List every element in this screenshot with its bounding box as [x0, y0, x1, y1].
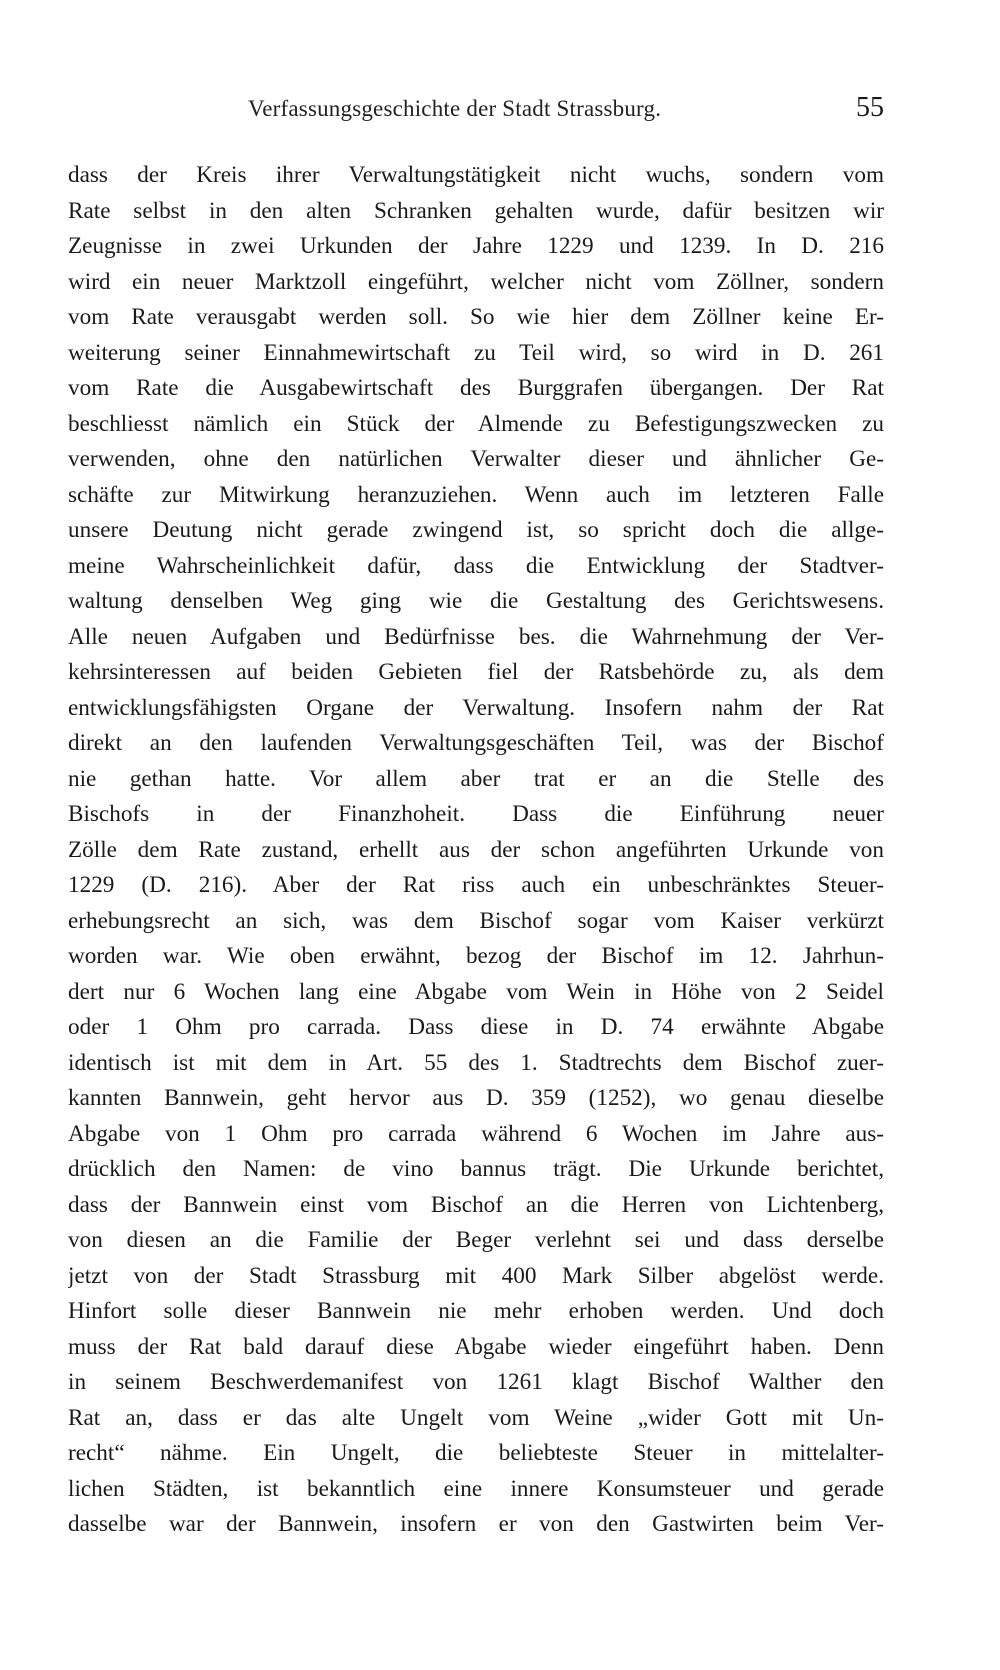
text-line: beschliesst nämlich ein Stück der Almende zu Befestigungszwecken zu: [68, 410, 884, 437]
text-line: vom Rate verausgabt werden soll. So wie hier dem Zöllner keine Er-: [68, 304, 884, 330]
text-line: recht“ nähme. Ein Ungelt, die beliebteste Steuer in mittelalter-: [68, 1440, 884, 1466]
text-line: unsere Deutung nicht gerade zwingend ist, so spricht doch die allge-: [68, 517, 884, 543]
text-line: muss der Rat bald darauf diese Abgabe wieder eingeführt haben. Denn: [68, 1333, 884, 1360]
text-line: 1229 (D. 216). Aber der Rat riss auch ein unbeschränktes Steuer-: [68, 872, 884, 898]
text-line: Alle neuen Aufgaben und Bedürfnisse bes. die Wahrnehmung der Ver-: [68, 623, 884, 650]
text-line: dass der Kreis ihrer Verwaltungstätigkeit nicht wuchs, sondern vom: [68, 162, 884, 188]
text-line: worden war. Wie oben erwähnt, bezog der Bischof im 12. Jahrhun-: [68, 943, 884, 969]
text-line: Bischofs in der Finanzhoheit. Dass die Einführung neuer: [68, 801, 884, 827]
text-line: identisch ist mit dem in Art. 55 des 1. Stadtrechts dem Bischof zuer-: [68, 1049, 884, 1076]
text-line: Zölle dem Rate zustand, erhellt aus der schon angeführten Urkunde von: [68, 836, 884, 863]
text-line: Hinfort solle dieser Bannwein nie mehr erhoben werden. Und doch: [68, 1298, 884, 1324]
text-line: dass der Bannwein einst vom Bischof an die Herren von Lichtenberg,: [68, 1191, 884, 1218]
page-header: [68, 92, 884, 130]
text-line: Abgabe von 1 Ohm pro carrada während 6 Wochen im Jahre aus-: [68, 1120, 884, 1147]
text-line: weiterung seiner Einnahmewirtschaft zu Teil wird, so wird in D. 261: [68, 339, 884, 366]
text-line: von diesen an die Familie der Beger verlehnt sei und dass derselbe: [68, 1227, 884, 1253]
text-line: dasselbe war der Bannwein, insofern er von den Gastwirten beim Ver-: [68, 1511, 884, 1537]
text-line: Zeugnisse in zwei Urkunden der Jahre 1229 und 1239. In D. 216: [68, 233, 884, 259]
text-line: dert nur 6 Wochen lang eine Abgabe vom Wein in Höhe von 2 Seidel: [68, 978, 884, 1005]
text-line: waltung denselben Weg ging wie die Gestaltung des Gerichtswesens.: [68, 588, 884, 614]
text-line: kehrsinteressen auf beiden Gebieten fiel der Ratsbehörde zu, als dem: [68, 659, 884, 685]
text-line: in seinem Beschwerdemanifest von 1261 klagt Bischof Walther den: [68, 1369, 884, 1395]
text-line: verwenden, ohne den natürlichen Verwalter dieser und ähnlicher Ge-: [68, 446, 884, 472]
text-line: oder 1 Ohm pro carrada. Dass diese in D. 74 erwähnte Abgabe: [68, 1014, 884, 1040]
text-line: erhebungsrecht an sich, was dem Bischof sogar vom Kaiser verkürzt: [68, 907, 884, 934]
text-line: lichen Städten, ist bekanntlich eine innere Konsumsteuer und gerade: [68, 1475, 884, 1502]
page-number: 55: [856, 92, 884, 123]
text-line: nie gethan hatte. Vor allem aber trat er an die Stelle des: [68, 765, 884, 792]
body-text: [68, 158, 884, 1543]
text-line: vom Rate die Ausgabewirtschaft des Burggrafen übergangen. Der Rat: [68, 375, 884, 401]
text-line: kannten Bannwein, geht hervor aus D. 359 (1252), wo genau dieselbe: [68, 1085, 884, 1111]
text-line: wird ein neuer Marktzoll eingeführt, welcher nicht vom Zöllner, sondern: [68, 268, 884, 295]
text-line: entwicklungsfähigsten Organe der Verwaltung. Insofern nahm der Rat: [68, 694, 884, 721]
text-line: schäfte zur Mitwirkung heranzuziehen. Wenn auch im letzteren Falle: [68, 481, 884, 508]
text-line: direkt an den laufenden Verwaltungsgeschäften Teil, was der Bischof: [68, 730, 884, 756]
text-line: meine Wahrscheinlichkeit dafür, dass die Entwicklung der Stadtver-: [68, 552, 884, 579]
running-title: Verfassungsgeschichte der Stadt Strassburg.: [248, 96, 662, 121]
text-line: Rat an, dass er das alte Ungelt vom Weine „wider Gott mit Un-: [68, 1404, 884, 1431]
text-line: jetzt von der Stadt Strassburg mit 400 Mark Silber abgelöst werde.: [68, 1262, 884, 1289]
text-line: Rate selbst in den alten Schranken gehalten wurde, dafür besitzen wir: [68, 197, 884, 224]
text-line: drücklich den Namen: de vino bannus trägt. Die Urkunde berichtet,: [68, 1156, 884, 1182]
